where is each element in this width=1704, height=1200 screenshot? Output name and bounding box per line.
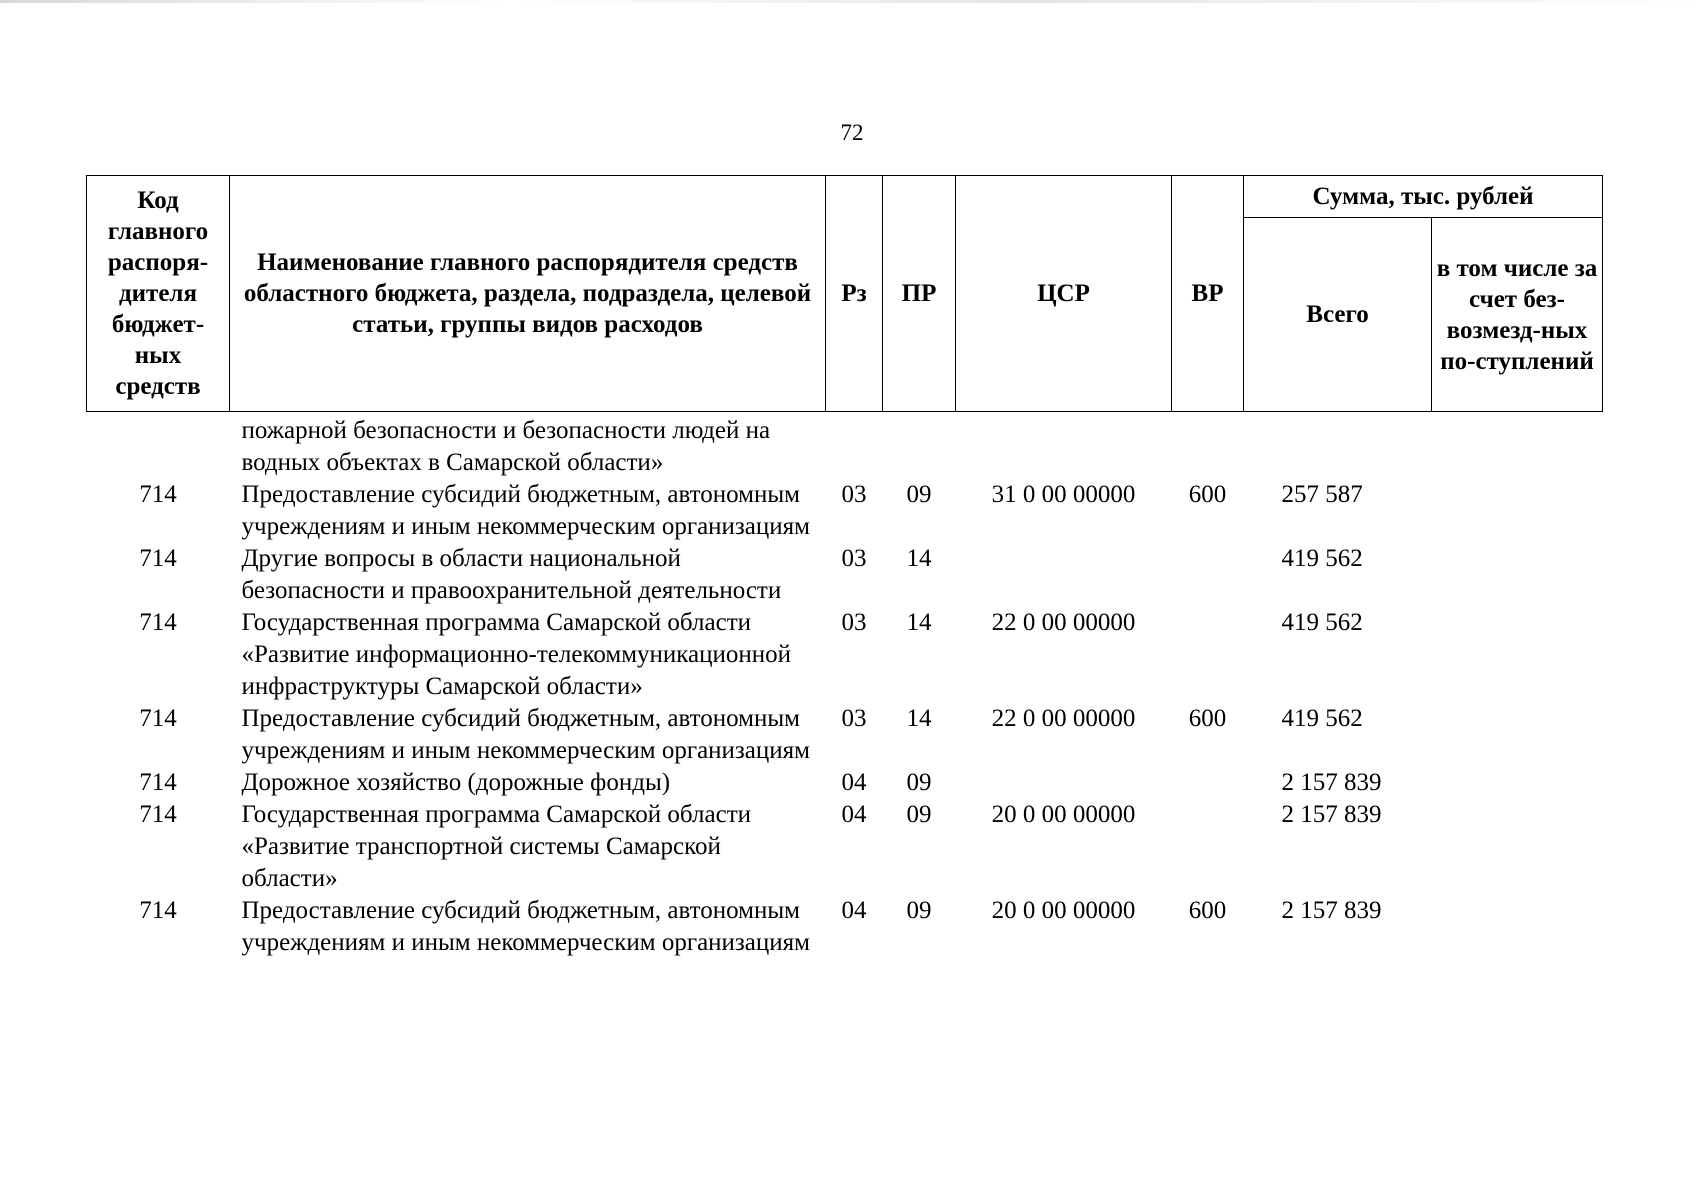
- cell-total: 257 587: [1281, 481, 1363, 508]
- cell-name: Другие вопросы в области национальной безопасности и правоохранительной деятельности: [241, 545, 782, 604]
- cell-pr: 14: [906, 609, 932, 636]
- cell-rz: 03: [841, 705, 867, 732]
- cell-total: [1244, 412, 1432, 480]
- table-row: [87, 767, 1603, 799]
- cell-name: Предоставление субсидий бюджетным, автономным учреждениям и иным некоммерческим организациям: [241, 705, 810, 764]
- cell-name: Дорожное хозяйство (дорожные фонды): [241, 769, 671, 796]
- budget-table: [86, 175, 1603, 959]
- header-sum-group: Сумма, тыс. рублей: [1244, 176, 1603, 218]
- cell-csr: [956, 543, 1172, 607]
- cell-rz: [826, 412, 883, 480]
- cell-vr: [1172, 607, 1244, 703]
- cell-code: 714: [139, 481, 177, 508]
- cell-vr: [1172, 412, 1244, 480]
- table-row: [87, 607, 1603, 703]
- cell-total: 2 157 839: [1281, 897, 1382, 924]
- cell-free: [1432, 703, 1603, 767]
- cell-vr: [1172, 543, 1244, 607]
- cell-free: [1432, 799, 1603, 895]
- scan-edge: [0, 0, 1704, 3]
- cell-csr: 20 0 00 00000: [991, 801, 1136, 828]
- cell-csr: [956, 767, 1172, 799]
- header-vr: ВР: [1172, 176, 1244, 412]
- cell-csr: [956, 412, 1172, 480]
- cell-rz: 04: [841, 801, 867, 828]
- table-row: [87, 703, 1603, 767]
- cell-rz: 03: [841, 481, 867, 508]
- cell-rz: 04: [841, 897, 867, 924]
- cell-code: 714: [139, 897, 177, 924]
- header-rz: Рз: [826, 176, 883, 412]
- cell-code: 714: [139, 609, 177, 636]
- cell-rz: 03: [841, 609, 867, 636]
- cell-name: пожарной безопасности и безопасности людей на водных объектах в Самарской области»: [241, 417, 771, 476]
- header-pr: ПР: [883, 176, 956, 412]
- header-free-receipts: в том числе за счет без-возмезд-ных по-ступлений: [1432, 218, 1603, 412]
- page-number: 72: [840, 120, 864, 145]
- cell-pr: 09: [906, 769, 932, 796]
- cell-code: 714: [139, 769, 177, 796]
- cell-free: [1432, 543, 1603, 607]
- cell-csr: 31 0 00 00000: [991, 481, 1136, 508]
- cell-free: [1432, 412, 1603, 480]
- table-row: [87, 479, 1603, 543]
- table-row: [87, 895, 1603, 959]
- cell-vr: [1172, 799, 1244, 895]
- table-row: [87, 543, 1603, 607]
- cell-name: Государственная программа Самарской области «Развитие информационно-телекоммуникационной инфраструктуры Самарской области»: [241, 609, 792, 700]
- table-body: [87, 412, 1603, 960]
- cell-rz: 04: [841, 769, 867, 796]
- cell-pr: 09: [906, 897, 932, 924]
- table-row: [87, 412, 1603, 480]
- cell-name: Предоставление субсидий бюджетным, автономным учреждениям и иным некоммерческим организациям: [241, 481, 810, 540]
- table-row: [87, 799, 1603, 895]
- cell-free: [1432, 607, 1603, 703]
- cell-total: 419 562: [1281, 705, 1363, 732]
- cell-pr: [883, 412, 956, 480]
- header-total: Всего: [1244, 218, 1432, 412]
- cell-free: [1432, 895, 1603, 959]
- header-code: Код главного распоря-дителя бюджет-ных средств: [87, 176, 230, 412]
- cell-name: Государственная программа Самарской области «Развитие транспортной системы Самарской области»: [241, 801, 751, 892]
- cell-free: [1432, 767, 1603, 799]
- cell-vr: 600: [1188, 481, 1227, 508]
- cell-total: 2 157 839: [1281, 801, 1382, 828]
- cell-code: 714: [139, 545, 177, 572]
- cell-vr: [1172, 767, 1244, 799]
- cell-pr: 14: [906, 545, 932, 572]
- cell-pr: 14: [906, 705, 932, 732]
- cell-pr: 09: [906, 801, 932, 828]
- cell-vr: 600: [1188, 897, 1227, 924]
- cell-csr: 22 0 00 00000: [991, 705, 1136, 732]
- header-name: Наименование главного распорядителя средств областного бюджета, раздела, подраздела, целевой статьи, группы видов расходов: [230, 176, 826, 412]
- cell-free: [1432, 479, 1603, 543]
- cell-code: 714: [139, 801, 177, 828]
- cell-code: 714: [139, 705, 177, 732]
- cell-total: 2 157 839: [1281, 769, 1382, 796]
- cell-name: Предоставление субсидий бюджетным, автономным учреждениям и иным некоммерческим организациям: [241, 897, 810, 956]
- cell-total: 419 562: [1281, 545, 1363, 572]
- cell-csr: 22 0 00 00000: [991, 609, 1136, 636]
- cell-vr: 600: [1188, 705, 1227, 732]
- cell-total: 419 562: [1281, 609, 1363, 636]
- cell-pr: 09: [906, 481, 932, 508]
- header-csr: ЦСР: [956, 176, 1172, 412]
- cell-rz: 03: [841, 545, 867, 572]
- cell-code: [87, 412, 230, 480]
- cell-csr: 20 0 00 00000: [991, 897, 1136, 924]
